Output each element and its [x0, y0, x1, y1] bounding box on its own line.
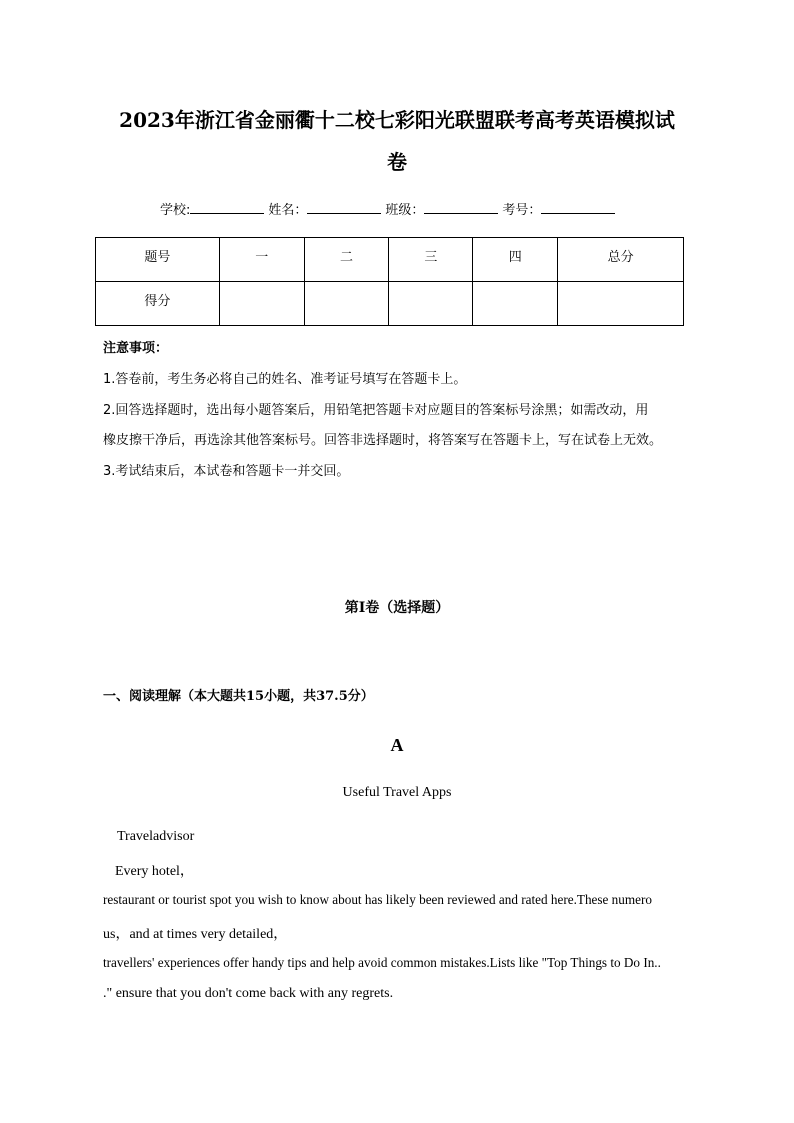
passage-line: Every hotel，: [115, 864, 194, 879]
score-row-label: 得分: [96, 282, 220, 326]
app-name: Traveladvisor: [117, 829, 195, 844]
class-blank[interactable]: [424, 201, 498, 214]
class-label: 班级：: [385, 203, 425, 218]
passage-line: restaurant or tourist spot you wish to know about has likely been reviewed and rated here.These numero: [103, 892, 652, 907]
score-cell[interactable]: [473, 282, 558, 326]
note-item-3: 3.考试结束后，本试卷和答题卡一并交回。: [103, 464, 350, 479]
school-label: 学校:: [160, 203, 191, 218]
exam-no-label: 考号：: [502, 203, 542, 218]
score-header-cell: 四: [473, 238, 558, 282]
score-cell[interactable]: [219, 282, 304, 326]
note-item-1: 1.答卷前，考生务必将自己的姓名、准考证号填写在答题卡上。: [103, 372, 467, 387]
passage-line: travellers' experiences offer handy tips and help avoid common mistakes.Lists like "Top Things to Do In..: [103, 955, 661, 970]
school-blank[interactable]: [190, 201, 264, 214]
document-title-line2: 卷: [387, 150, 407, 174]
section-title: 第I卷（选择题）: [344, 600, 450, 616]
student-info-row: [160, 199, 619, 218]
score-cell[interactable]: [389, 282, 473, 326]
note-item-2-line1: 2.回答选择题时，选出每小题答案后，用铅笔把答题卡对应题目的答案标号涂黑；如需改动，用: [103, 403, 649, 418]
document-title-line1: 2023年浙江省金丽衢十二校七彩阳光联盟联考高考英语模拟试: [119, 108, 675, 132]
note-item-2-line2: 橡皮擦干净后，再选涂其他答案标号。回答非选择题时，将答案写在答题卡上，写在试卷上无效。: [103, 433, 663, 448]
part-title: 一、阅读理解（本大题共15小题，共37.5分）: [103, 689, 374, 704]
score-cell[interactable]: [558, 282, 684, 326]
score-header-cell: 题号: [96, 238, 220, 282]
notes-heading: 注意事项：: [103, 341, 169, 356]
passage-line: us，and at times very detailed，: [103, 927, 288, 942]
name-label: 姓名：: [268, 203, 308, 218]
score-header-cell: 二: [304, 238, 389, 282]
name-blank[interactable]: [307, 201, 381, 214]
passage-line: ." ensure that you don't come back with any regrets.: [103, 986, 394, 1001]
score-table: [95, 237, 684, 326]
passage-heading: Useful Travel Apps: [342, 785, 452, 800]
score-header-cell: 三: [389, 238, 473, 282]
score-table-header-row: [96, 238, 684, 282]
score-table-score-row: [96, 282, 684, 326]
exam-no-blank[interactable]: [541, 201, 615, 214]
score-header-cell: 一: [219, 238, 304, 282]
score-cell[interactable]: [304, 282, 389, 326]
score-header-cell: 总分: [558, 238, 684, 282]
passage-letter: A: [390, 735, 404, 755]
